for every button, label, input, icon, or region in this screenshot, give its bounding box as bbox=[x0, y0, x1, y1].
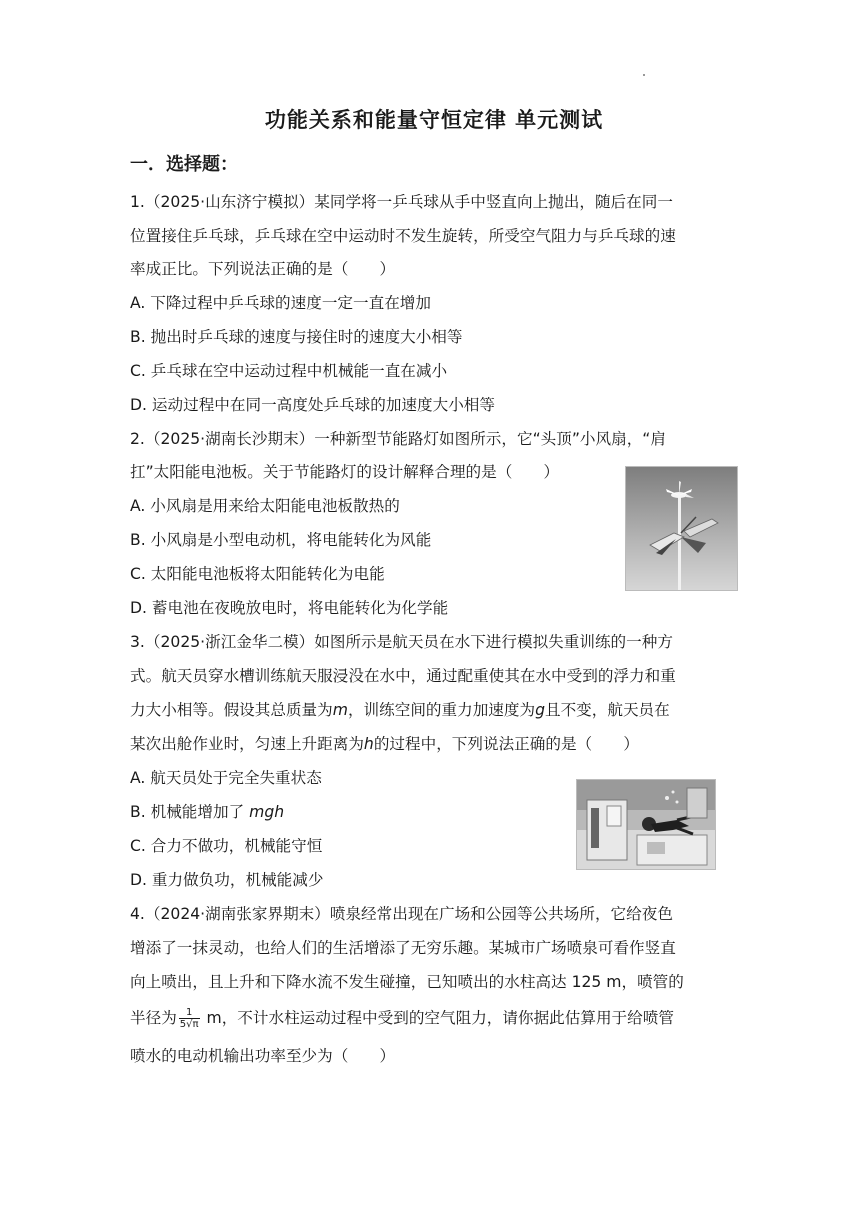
q4-stem-line-5: 喷水的电动机输出功率至少为（ ） bbox=[130, 1047, 396, 1065]
q3-stem-line-4 bbox=[130, 733, 639, 755]
mass-symbol: m bbox=[332, 701, 348, 719]
q2-stem-line-2: 扛”太阳能电池板。关于节能路灯的设计解释合理的是（ ） bbox=[130, 463, 560, 481]
q4-text: m，不计水柱运动过程中受到的空气阻力，请你据此估算用于给喷管 bbox=[201, 1009, 674, 1027]
q3-option-a: A. 航天员处于完全失重状态 bbox=[130, 769, 322, 787]
height-symbol: h bbox=[363, 735, 374, 753]
radius-fraction bbox=[179, 1007, 200, 1030]
q3-option-d: D. 重力做负功，机械能减少 bbox=[130, 871, 324, 889]
q4-stem-line-3: 向上喷出，且上升和下降水流不发生碰撞，已知喷出的水柱高达 125 m，喷管的 bbox=[130, 973, 684, 991]
q3-option-c: C. 合力不做功，机械能守恒 bbox=[130, 837, 323, 855]
q3-text: 某次出舱作业时，匀速上升距离为 bbox=[130, 735, 364, 753]
q3-text: 且不变，航天员在 bbox=[544, 701, 670, 719]
q4-stem-line-4 bbox=[130, 1007, 674, 1030]
q3-text: ，训练空间的重力加速度为 bbox=[347, 701, 536, 719]
q2-option-d: D. 蓄电池在夜晚放电时，将电能转化为化学能 bbox=[130, 599, 449, 617]
q3-option-b bbox=[130, 801, 284, 823]
q4-stem-line-2: 增添了一抹灵动，也给人们的生活增添了无穷乐趣。某城市广场喷泉可看作竖直 bbox=[130, 939, 676, 957]
q2-option-b: B. 小风扇是小型电动机，将电能转化为风能 bbox=[130, 531, 432, 549]
astronaut-training-photo bbox=[576, 779, 716, 870]
q3-text: 的过程中，下列说法正确的是（ ） bbox=[373, 735, 639, 753]
street-lamp-illustration bbox=[626, 467, 737, 590]
q3-stem-line-2: 式。航天员穿水槽训练航天服浸没在水中，通过配重使其在水中受到的浮力和重 bbox=[130, 667, 676, 685]
q1-option-a: A. 下降过程中乒乓球的速度一定一直在增加 bbox=[130, 294, 431, 312]
q1-option-c: C. 乒乓球在空中运动过程中机械能一直在减小 bbox=[130, 362, 448, 380]
street-lamp-photo bbox=[625, 466, 738, 591]
section-heading: 一．选择题： bbox=[130, 154, 238, 175]
q2-stem-line-1: 2.（2025·湖南长沙期末）一种新型节能路灯如图所示，它“头顶”小风扇，“肩 bbox=[130, 430, 666, 448]
q1-option-b: B. 抛出时乒乓球的速度与接住时的速度大小相等 bbox=[130, 328, 463, 346]
q3-text: 力大小相等。假设其总质量为 bbox=[130, 701, 333, 719]
q1-stem-line-3: 率成正比。下列说法正确的是（ ） bbox=[130, 260, 396, 278]
mgh-expression: mgh bbox=[249, 803, 285, 821]
fraction-denominator: 5√π bbox=[179, 1019, 199, 1030]
q1-option-d: D. 运动过程中在同一高度处乒乓球的加速度大小相等 bbox=[130, 396, 495, 414]
scan-speck bbox=[643, 74, 645, 76]
fraction-numerator: 1 bbox=[179, 1007, 200, 1019]
q4-stem-line-1: 4.（2024·湖南张家界期末）喷泉经常出现在广场和公园等公共场所，它给夜色 bbox=[130, 905, 673, 923]
q4-text: 半径为 bbox=[130, 1009, 177, 1027]
q3-option-b-text: B. 机械能增加了 bbox=[130, 803, 245, 821]
page-title: 功能关系和能量守恒定律 单元测试 bbox=[264, 108, 604, 132]
q2-option-a: A. 小风扇是用来给太阳能电池板散热的 bbox=[130, 497, 400, 515]
gravity-symbol: g bbox=[535, 701, 545, 719]
astronaut-illustration bbox=[577, 780, 715, 869]
q3-stem-line-3 bbox=[130, 699, 670, 721]
q2-option-c: C. 太阳能电池板将太阳能转化为电能 bbox=[130, 565, 385, 583]
q1-stem-line-2: 位置接住乒乓球，乒乓球在空中运动时不发生旋转，所受空气阻力与乒乓球的速 bbox=[130, 227, 676, 245]
q1-stem-line-1: 1.（2025·山东济宁模拟）某同学将一乒乓球从手中竖直向上抛出，随后在同一 bbox=[130, 193, 673, 211]
q3-stem-line-1: 3.（2025·浙江金华二模）如图所示是航天员在水下进行模拟失重训练的一种方 bbox=[130, 633, 673, 651]
